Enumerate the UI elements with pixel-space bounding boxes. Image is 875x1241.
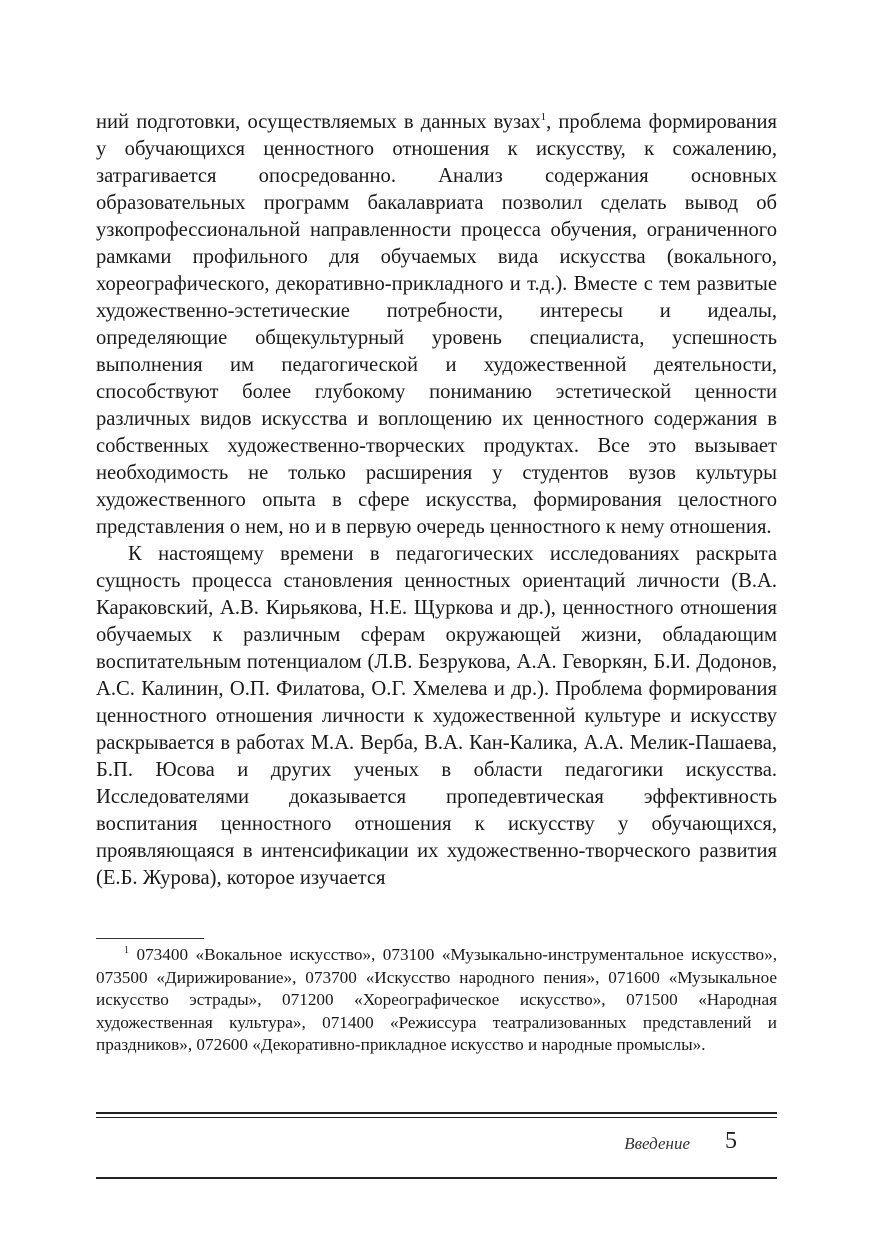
footnote-text: 073400 «Вокальное искусство», 073100 «Музыкально-инструментальное искусство», 073500 «Дирижирование», 073700 «Искусство народного пения», 071600 «Музыкальное искусство эстрады», 071200 «Хореографическое искусство», 071500 «Народная художественная культура», 071400 «Режиссура театрализованных представлений и праздников», 072600 «Декоративно-прикладное искусство и народные промыслы».	[96, 945, 777, 1054]
footer-rule-thick	[96, 1112, 777, 1114]
page-number: 5	[725, 1128, 737, 1154]
body-text	[96, 109, 777, 892]
footnote-reference: 1	[540, 111, 547, 123]
footer-rule-bottom	[96, 1177, 777, 1179]
paragraph-text-start: ний подготовки, осуществляемых в данных вузах	[96, 111, 541, 133]
paragraph: К настоящему времени в педагогических исследованиях раскрыта сущность процесса становления ценностных ориентаций личности (В.А. Караковский, А.В. Кирьякова, Н.Е. Щуркова и др.), ценностного отношения обучаемых к различным сферам окружающей жизни, обладающим воспитательным потенциалом (Л.В. Безрукова, А.А. Геворкян, Б.И. Додонов, А.С. Калинин, О.П. Филатова, О.Г. Хмелева и др.). Проблема формирования ценностного отношения личности к художественной культуре и искусству раскрывается в работах М.А. Верба, В.А. Кан-Калика, А.А. Мелик-Пашаева, Б.П. Юсова и других ученых в области педагогики искусства. Исследователями доказывается пропедевтическая эффективность воспитания ценностного отношения к искусству у обучающихся, проявляющаяся в интенсификации их художественно-творческого развития (Е.Б. Журова), которое изучается	[96, 543, 777, 889]
running-head: Введение	[624, 1134, 690, 1153]
paragraph	[96, 109, 777, 541]
paragraph-text-rest: , проблема формирования у обучающихся ценностного отношения к искусству, к сожалению, затрагивается опосредованно. Анализ содержания основных образовательных программ бакалавриата позволил сделать вывод об узкопрофессиональной направленности процесса обучения, ограниченного рамками профильного для обучаемых вида искусства (вокального, хореографического, декоративно-прикладного и т.д.). Вместе с тем развитые художественно-эстетические потребности, интересы и идеалы, определяющие общекультурный уровень специалиста, успешность выполнения им педагогической и художественной деятельности, способствуют более глубокому пониманию эстетической ценности различных видов искусства и воплощению их ценностного содержания в собственных художественно-творческих продуктах. Все это вызывает необходимость не только расширения у студентов вузов культуры художественного опыта в сфере искусства, формирования целостного представления о нем, но и в первую очередь ценностного к нему отношения.	[96, 111, 777, 538]
footer-rule-thin	[96, 1117, 777, 1118]
footnote-divider	[96, 938, 204, 939]
footnote-mark: 1	[124, 945, 129, 956]
footnote	[96, 944, 777, 1057]
